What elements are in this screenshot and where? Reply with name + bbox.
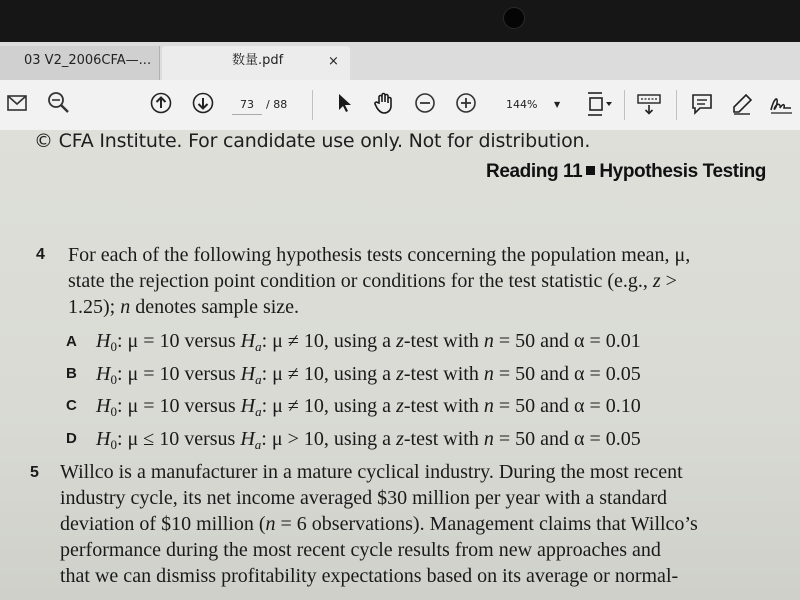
option-b-text: $H_0$: μ = 10 versus $H_a$: μ ≠ 10, using a z-test with n = 50 and α = 0.05	[96, 363, 641, 387]
option-letter: A	[66, 333, 77, 350]
question-4-line-3	[68, 296, 299, 319]
question-4-line-1: For each of the following hypothesis tests concerning the population mean, μ,	[68, 244, 691, 266]
option-text: -test with	[403, 363, 484, 385]
option-text: -test with	[403, 428, 484, 450]
question-5-line-3	[60, 513, 698, 536]
mail-icon[interactable]	[4, 90, 30, 116]
question-5-text: = 6 observations). Management claims that Willco’s	[275, 513, 698, 535]
option-text: μ ≠ 10, using a	[272, 395, 397, 417]
question-5-line-2: industry cycle, its net income averaged $30 million per year with a standard	[60, 487, 668, 509]
page-up-icon[interactable]	[148, 90, 174, 116]
question-4-line-2: state the rejection point condition or conditions for the test statistic (e.g., z >	[68, 270, 677, 292]
option-text: = 50 and α = 0.05	[493, 363, 641, 385]
toolbar-divider	[312, 90, 313, 120]
variable-n: n	[265, 513, 276, 535]
running-head-reading: Reading 11	[486, 161, 583, 182]
toolbar-divider	[624, 90, 625, 120]
close-icon[interactable]: ×	[328, 54, 339, 69]
sign-icon[interactable]	[766, 90, 796, 118]
running-head	[486, 161, 766, 183]
tab-label: 数量.pdf	[232, 53, 284, 68]
toolbar-divider	[676, 90, 677, 120]
page-number-input[interactable]: 73	[232, 96, 262, 115]
fit-page-icon[interactable]	[584, 88, 616, 120]
option-text: μ ≠ 10, using a	[272, 330, 397, 352]
tab-document-1[interactable]	[0, 46, 160, 80]
variable-z: z	[652, 270, 661, 292]
question-4-text: state the rejection point condition or conditions for the test statistic (e.g.,	[68, 270, 653, 292]
tab-bar	[0, 42, 800, 81]
option-text: μ ≤ 10 versus	[127, 428, 241, 450]
option-text: -test with	[403, 395, 484, 417]
question-4-text: denotes sample size.	[130, 296, 300, 318]
pen-icon[interactable]	[728, 90, 756, 118]
option-text: = 50 and α = 0.10	[493, 395, 641, 417]
page-down-icon[interactable]	[190, 90, 216, 116]
hand-tool-icon[interactable]	[370, 88, 400, 118]
option-text: μ > 10, using a	[271, 428, 397, 450]
pdf-toolbar	[0, 80, 800, 131]
variable-n: n	[120, 296, 131, 318]
keyboard-icon[interactable]	[634, 90, 664, 118]
tab-document-2[interactable]	[162, 46, 350, 80]
running-head-title: Hypothesis Testing	[599, 161, 766, 182]
zoom-select[interactable]	[498, 96, 570, 114]
option-text: = 50 and α = 0.01	[493, 330, 641, 352]
option-letter: D	[66, 430, 77, 447]
page-total: / 88	[266, 98, 288, 111]
camera-icon	[503, 7, 525, 29]
square-bullet-icon	[586, 166, 595, 175]
option-text: μ = 10 versus	[127, 330, 241, 352]
chevron-down-icon: ▼	[554, 100, 561, 109]
option-text: μ = 10 versus	[127, 395, 241, 417]
option-text: -test with	[403, 330, 484, 352]
option-c-text: $H_0$: μ = 10 versus $H_a$: μ ≠ 10, using a z-test with n = 50 and α = 0.10	[96, 395, 641, 419]
screen-bezel	[0, 0, 800, 42]
question-number: 4	[36, 246, 45, 263]
question-5-line-1: Willco is a manufacturer in a mature cyclical industry. During the most recent	[60, 461, 683, 483]
distribution-notice: © CFA Institute. For candidate use only. Not for distribution.	[34, 130, 591, 152]
option-text: μ ≠ 10, using a	[272, 363, 397, 385]
question-5-line-4: performance during the most recent cycle results from new approaches and	[60, 539, 661, 561]
question-4-text: 1.25);	[68, 296, 121, 318]
option-a-text: $H_0$: μ = 10 versus $H_a$: μ ≠ 10, using a z-test with n = 50 and α = 0.01	[96, 330, 641, 354]
tab-label: 03 V2_2006CFA—...	[24, 53, 152, 68]
zoom-out-magnifier-icon[interactable]	[44, 88, 72, 116]
question-5-line-5: that we can dismiss profitability expectations based on its average or normal-	[60, 565, 679, 587]
option-text: = 50 and α = 0.05	[493, 428, 641, 450]
zoom-minus-icon[interactable]	[413, 91, 437, 115]
option-letter: C	[66, 397, 77, 414]
pdf-page	[0, 130, 800, 600]
zoom-value: 144%	[506, 98, 538, 111]
zoom-plus-icon[interactable]	[454, 91, 478, 115]
select-arrow-icon[interactable]	[333, 90, 357, 116]
option-text: μ = 10 versus	[127, 363, 241, 385]
option-letter: B	[66, 365, 77, 382]
option-d-text: $H_0$: μ ≤ 10 versus $H_a$: μ > 10, using a z-test with n = 50 and α = 0.05	[96, 428, 641, 452]
question-number: 5	[30, 464, 39, 481]
question-5-text: deviation of $10 million (	[60, 513, 266, 535]
comment-icon[interactable]	[688, 90, 716, 118]
